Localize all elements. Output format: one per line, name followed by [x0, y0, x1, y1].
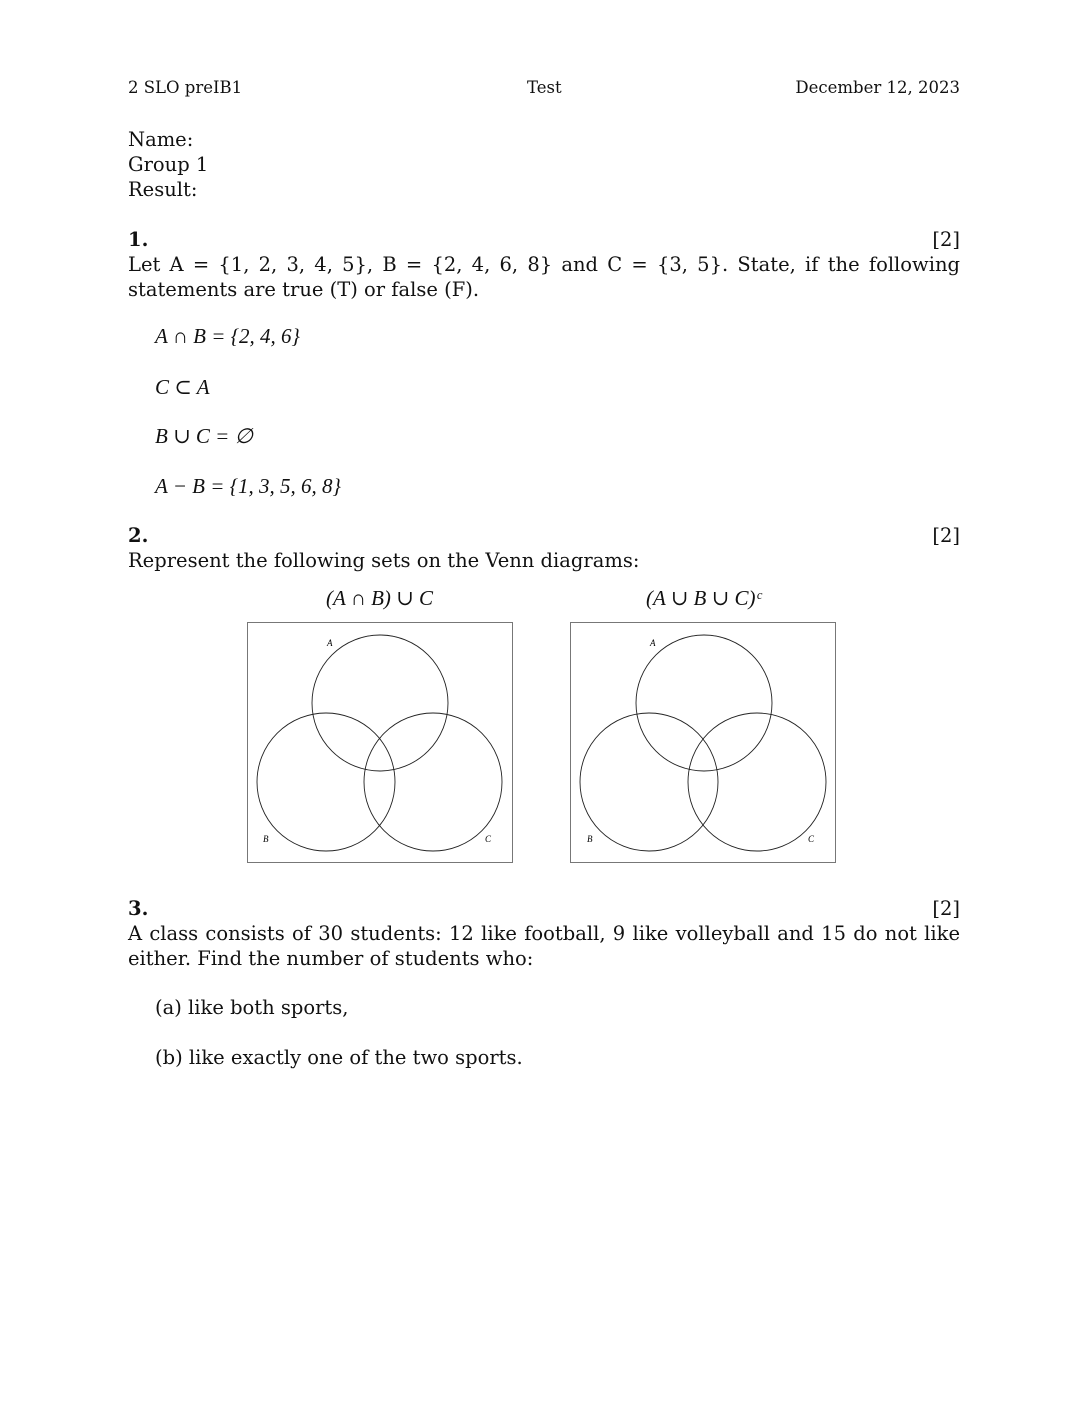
course-label: 2 SLO preIB1	[128, 78, 243, 97]
venn-circle-a	[636, 635, 772, 771]
q2-number: 2.	[128, 524, 149, 547]
group-label: Group 1	[128, 153, 209, 176]
venn-label-c: C	[485, 834, 492, 844]
venn-diagram	[247, 622, 513, 863]
venn-caption: (A ∩ B) ∪ C	[326, 586, 434, 610]
q2-points: [2]	[932, 524, 960, 547]
venn-circle-c	[688, 713, 826, 851]
q1-number: 1.	[128, 228, 149, 251]
q2-text: Represent the following sets on the Venn diagrams:	[128, 549, 640, 572]
q1-statement: A − B = {1, 3, 5, 6, 8}	[155, 474, 341, 498]
venn-circle-b	[257, 713, 395, 851]
venn-label-c: C	[808, 834, 815, 844]
test-date: December 12, 2023	[795, 78, 960, 97]
venn-label-a: A	[650, 638, 656, 648]
document-type: Test	[527, 78, 562, 97]
q3-number: 3.	[128, 897, 149, 920]
q3-points: [2]	[932, 897, 960, 920]
venn-circle-b	[580, 713, 718, 851]
venn-universe	[571, 623, 836, 863]
venn-circle-a	[312, 635, 448, 771]
q1-statement: A ∩ B = {2, 4, 6}	[155, 324, 300, 348]
q3-text: A class consists of 30 students: 12 like football, 9 like volleyball and 15 do not like either. Find the number of students who:	[128, 922, 960, 970]
q3-part: (a) like both sports,	[155, 996, 349, 1019]
name-label: Name:	[128, 128, 194, 151]
venn-label-b: B	[263, 834, 269, 844]
venn-caption: (A ∪ B ∪ C)ᶜ	[646, 586, 761, 610]
q1-statement: B ∪ C = ∅	[155, 424, 253, 448]
result-label: Result:	[128, 178, 198, 201]
venn-label-a: A	[327, 638, 333, 648]
venn-circle-c	[364, 713, 502, 851]
q1-text: Let A = {1, 2, 3, 4, 5}, B = {2, 4, 6, 8} and C = {3, 5}. State, if the following statements are true (T) or false (F).	[128, 253, 960, 301]
q3-part: (b) like exactly one of the two sports.	[155, 1046, 523, 1069]
q1-statement: C ⊂ A	[155, 375, 210, 399]
q1-points: [2]	[932, 228, 960, 251]
venn-diagram	[570, 622, 836, 863]
venn-label-b: B	[587, 834, 593, 844]
